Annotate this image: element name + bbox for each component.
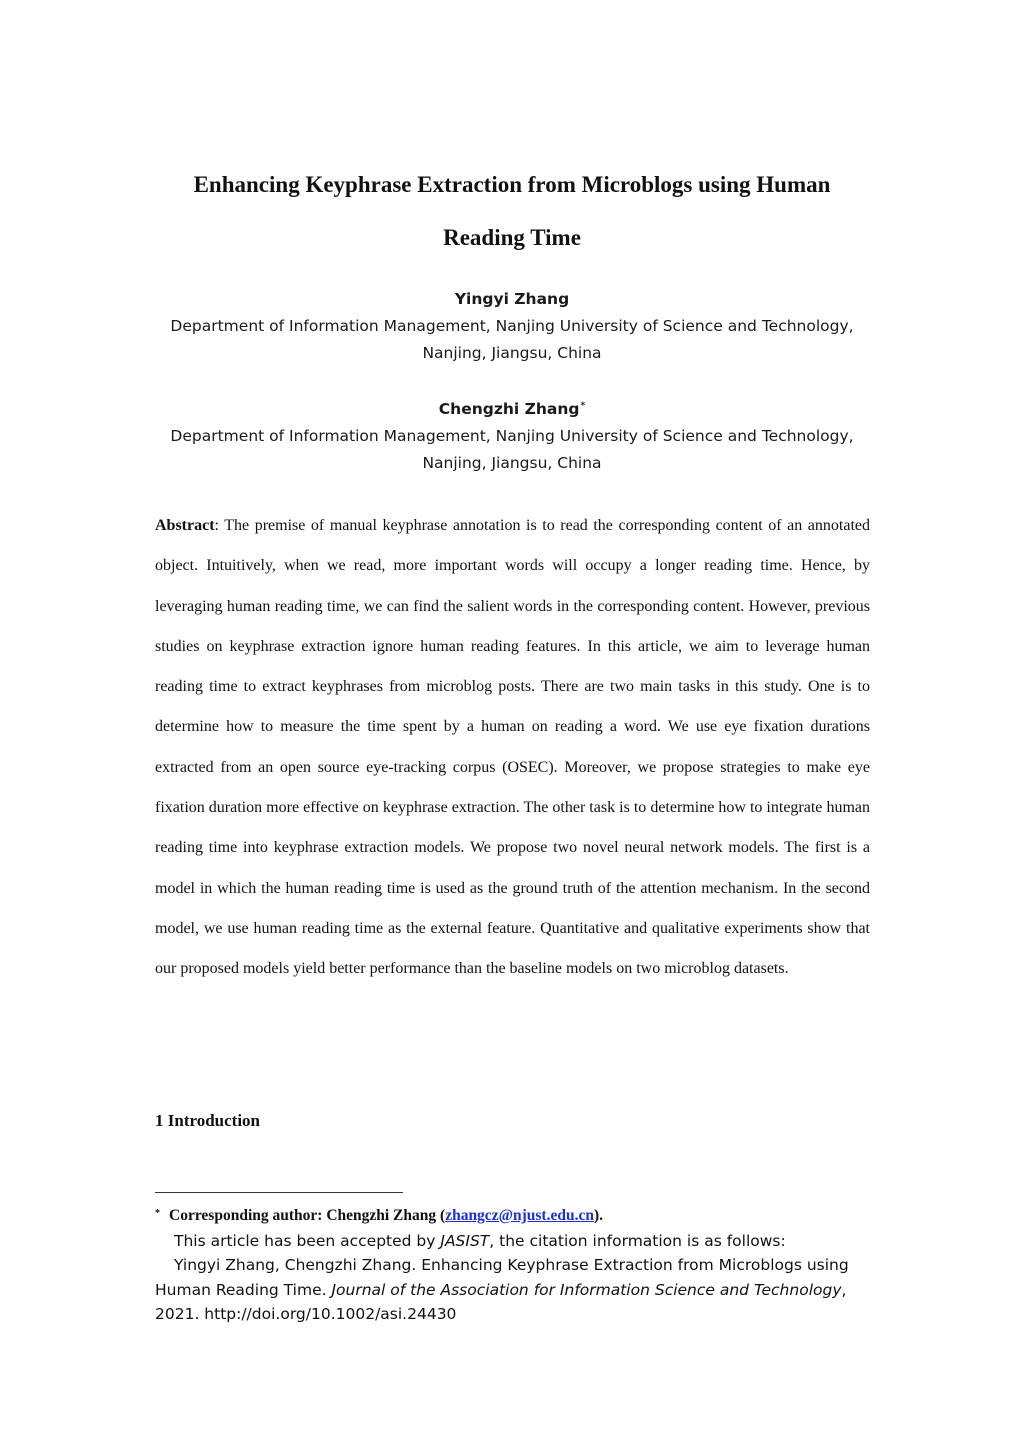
corresponding-author-marker: * [580,401,586,411]
author-email-link[interactable]: zhangcz@njust.edu.cn [445,1207,594,1224]
journal-full-name: Journal of the Association for Information Science and Technology [331,1280,842,1299]
citation-title-end: Human Reading Time. [155,1280,332,1299]
footnote-corresponding-author [155,1204,870,1229]
footnote-divider [155,1192,403,1193]
abstract [155,506,870,990]
section-heading-introduction: 1 Introduction [155,1111,261,1130]
citation-line-1: Yingyi Zhang, Chengzhi Zhang. Enhancing Keyphrase Extraction from Microblogs using [174,1256,849,1274]
paper-title [100,158,924,264]
author-name-text: Yingyi Zhang [454,290,570,308]
author-name [120,286,904,313]
corresponding-author-label: Corresponding author: Chengzhi Zhang ( [169,1207,446,1224]
footnote-marker: * [155,1208,160,1219]
citation-line-3: 2021. http://doi.org/10.1002/asi.24430 [155,1305,457,1323]
author-affiliation-line-1: Department of Information Management, Nanjing University of Science and Technology, [170,427,854,446]
acceptance-prefix: This article has been accepted by [174,1231,441,1250]
citation-line-2 [155,1278,870,1303]
abstract-text: : The premise of manual keyphrase annotation is to read the corresponding content of an annotated object. Intuitively, when we read, more important words will occupy a longer reading time. Hence, by leveraging human reading time, we can find the salient words in the corresponding content. However, previous studies on keyphrase extraction ignore human reading features. In this article, we aim to leverage human reading time to extract keyphrases from microblog posts. There are two main tasks in this study. One is to determine how to measure the time spent by a human on reading a word. We use eye fixation durations extracted from an open source eye-tracking corpus (OSEC). Moreover, we propose strategies to make eye fixation duration more effective on keyphrase extraction. The other task is to determine how to integrate human reading time into keyphrase extraction models. We propose two novel neural network models. The first is a model in which the human reading time is used as the ground truth of the attention mechanism. In the second model, we use human reading time as the external feature. Quantitative and qualitative experiments show that our proposed models yield better performance than the baseline models on two microblog datasets. [155,517,870,978]
author-affiliation-line-2: Nanjing, Jiangsu, China [422,344,602,362]
footnote-acceptance-note [155,1229,870,1254]
author-affiliation-line-2: Nanjing, Jiangsu, China [422,454,602,473]
footnote [155,1204,870,1327]
author-name-text: Chengzhi Zhang [438,400,580,419]
author-block-2 [120,393,904,477]
author-affiliation-line-1: Department of Information Management, Nanjing University of Science and Technology, [170,317,854,335]
title-line-2: Reading Time [443,225,581,250]
title-line-1: Enhancing Keyphrase Extraction from Microblogs using Human [193,172,831,197]
journal-abbrev: JASIST [440,1231,490,1250]
author-name [120,393,904,423]
acceptance-suffix: , the citation information is as follows: [489,1231,786,1250]
abstract-label: Abstract [155,517,215,534]
author-block-1 [120,286,904,367]
citation-comma: , [841,1280,847,1299]
corresponding-author-end: ). [593,1207,603,1224]
